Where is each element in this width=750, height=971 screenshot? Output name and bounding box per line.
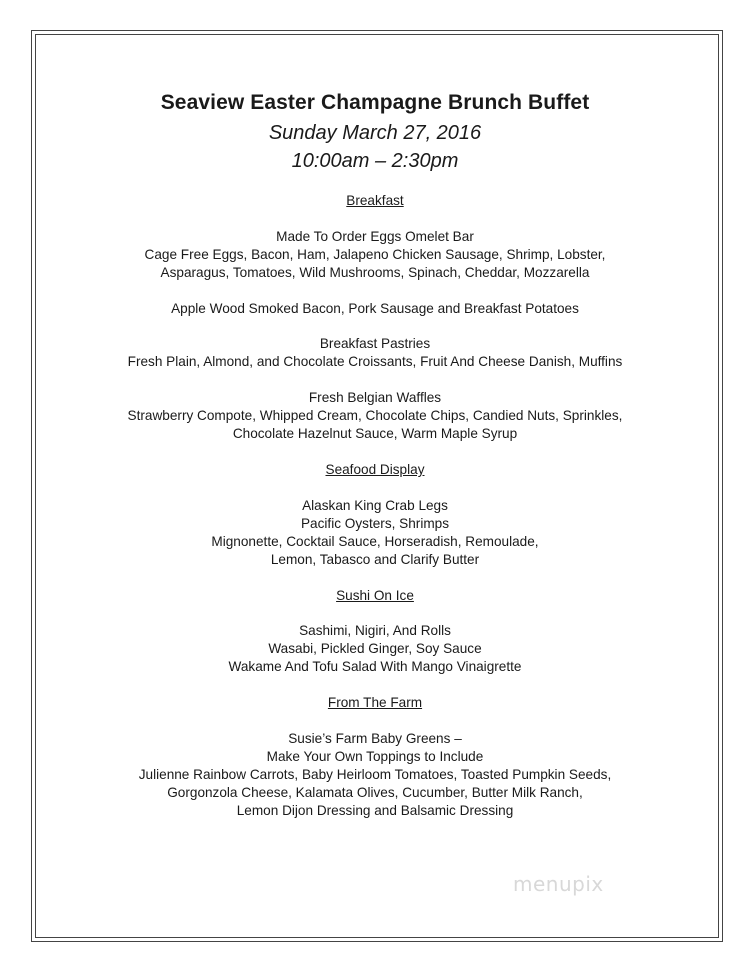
section-heading-farm: From The Farm [327,695,423,710]
farm-item-1: Julienne Rainbow Carrots, Baby Heirloom Tomatoes, Toasted Pumpkin Seeds, [138,767,612,782]
page-title: Seaview Easter Champagne Brunch Buffet [160,91,590,114]
seafood-item-4: Lemon, Tabasco and Clarify Butter [270,552,480,567]
farm-title-1: Susie’s Farm Baby Greens – [288,731,462,746]
section-heading-seafood: Seafood Display [325,462,425,477]
seafood-item-2: Pacific Oysters, Shrimps [300,516,450,531]
sushi-item-1: Sashimi, Nigiri, And Rolls [299,623,451,638]
sushi-item-3: Wakame And Tofu Salad With Mango Vinaigrette [228,659,522,674]
seafood-item-1: Alaskan King Crab Legs [302,498,448,513]
section-heading-breakfast: Breakfast [346,193,404,208]
menupix-watermark: menupix [513,872,604,896]
section-heading-sushi: Sushi On Ice [336,588,414,603]
farm-item-3: Lemon Dijon Dressing and Balsamic Dressing [236,803,514,818]
omelet-bar-items-1: Cage Free Eggs, Bacon, Ham, Jalapeno Chicken Sausage, Shrimp, Lobster, [144,247,606,262]
farm-item-2: Gorgonzola Cheese, Kalamata Olives, Cucumber, Butter Milk Ranch, [167,785,583,800]
waffles-title: Fresh Belgian Waffles [308,390,442,405]
waffles-items-1: Strawberry Compote, Whipped Cream, Chocolate Chips, Candied Nuts, Sprinkles, [127,408,623,423]
farm-title-2: Make Your Own Toppings to Include [266,749,484,764]
omelet-bar-title: Made To Order Eggs Omelet Bar [276,229,474,244]
pastries-items: Fresh Plain, Almond, and Chocolate Croissants, Fruit And Cheese Danish, Muffins [127,354,623,369]
breakfast-sides: Apple Wood Smoked Bacon, Pork Sausage and Breakfast Potatoes [171,301,579,316]
seafood-item-3: Mignonette, Cocktail Sauce, Horseradish, Remoulade, [211,534,539,549]
event-date: Sunday March 27, 2016 [268,122,482,144]
pastries-title: Breakfast Pastries [319,336,431,351]
event-time: 10:00am – 2:30pm [291,150,459,172]
sushi-item-2: Wasabi, Pickled Ginger, Soy Sauce [268,641,482,656]
omelet-bar-items-2: Asparagus, Tomatoes, Wild Mushrooms, Spinach, Cheddar, Mozzarella [160,265,590,280]
waffles-items-2: Chocolate Hazelnut Sauce, Warm Maple Syrup [232,426,518,441]
